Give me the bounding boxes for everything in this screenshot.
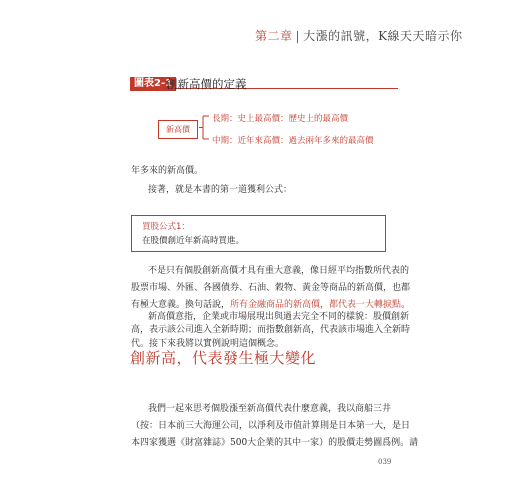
formula-box [131,215,386,252]
paragraph-line: 年多來的新高價。 [131,166,204,176]
chapter-label: 第二章 [255,29,293,43]
definition-mid-term: 中期：近年來高價：過去兩年多來的最高價 [212,136,374,146]
paragraph-line: 接著，就是本書的第一道獲利公式： [148,185,293,195]
paragraph-line: 本四家獲選《財富雜誌》500大企業的其中一家）的股價走勢圖爲例。請 [131,438,419,448]
paragraph-line: （按：日本前三大海運公司，以淨利及市值計算則是日本第一大，是日 [131,421,411,431]
running-header [255,27,463,44]
paragraph-line: 不是只有個股創新高價才具有重大意義，像日經平均指數所代表的 [148,266,410,276]
diagram-brace [199,111,209,144]
page-number: 039 [378,458,392,466]
paragraph-line: 我們一起來思考個股漲至新高價代表什麼意義，我以商船三井 [148,404,392,414]
paragraph-line: 有極大意義。換句話說，所有金融商品的新高價，都代表一大轉捩點。 [131,300,411,310]
paragraph-line: 高，表示該公司進入全新時期；而指數創新高，代表該市場進入全新時 [131,325,411,335]
figure-title: 創新高價的定義 [166,77,247,91]
paragraph-line: 代。接下來我將以實例說明這個概念。 [131,339,285,349]
figure-tag: 圖表2-1 [130,77,176,91]
formula-label: 買股公式1： [142,222,190,232]
header-separator: | [295,29,301,43]
paragraph-line: 新高價意指，企業或市場展現出與過去完全不同的樣貌：股價創新 [148,312,410,322]
highlight-text: 所有金融商品的新高價，都代表一大轉捩點 [230,300,402,310]
section-title: 創新高，代表發生極大變化 [130,349,317,367]
diagram-center-box: 新高價 [158,120,198,139]
paragraph-line: 股票市場、外匯、各國債券、石油、穀物、黃金等商品的新高價，也都 [131,283,411,293]
formula-text: 在股價創近年新高時買進。 [142,236,245,246]
chapter-subtitle: 大漲的訊號，K線天天暗示你 [303,29,463,43]
definition-long-term: 長期：史上最高價：歷史上的最高價 [212,114,349,124]
